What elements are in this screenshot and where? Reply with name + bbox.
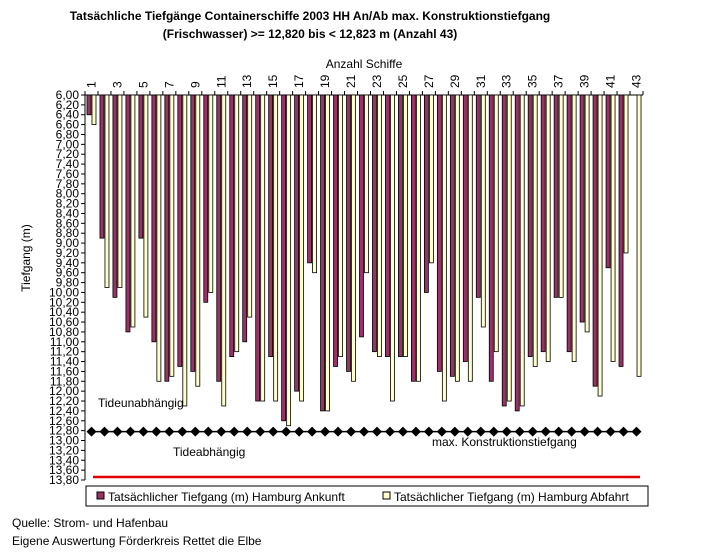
y-tick-label: 6,60 xyxy=(55,117,79,132)
y-tick-label: 12,20 xyxy=(48,394,79,409)
reference-diamond-marker xyxy=(385,427,395,437)
y-tick-label: 8,80 xyxy=(55,226,79,241)
bar-abfahrt xyxy=(624,95,628,253)
bar-abfahrt xyxy=(546,95,550,362)
bar-ankunft xyxy=(87,95,91,115)
y-tick-label: 9,20 xyxy=(55,245,79,260)
bar-abfahrt xyxy=(196,95,200,386)
bar-abfahrt xyxy=(637,95,641,376)
y-tick-label: 9,80 xyxy=(55,275,79,290)
reference-diamond-marker xyxy=(99,427,109,437)
y-tick-label: 13,80 xyxy=(48,473,79,487)
reference-diamond-marker xyxy=(268,427,278,437)
y-tick-label: 8,40 xyxy=(55,206,79,221)
reference-diamond-marker xyxy=(112,427,122,437)
y-tick-label: 8,60 xyxy=(55,216,79,231)
y-axis xyxy=(49,88,85,487)
y-tick-label: 11,00 xyxy=(49,334,79,349)
y-tick-label: 11,60 xyxy=(49,364,79,379)
bar-abfahrt xyxy=(533,95,537,366)
reference-diamond-marker xyxy=(619,427,629,437)
bar-ankunft xyxy=(411,95,415,381)
bar-abfahrt xyxy=(261,95,265,401)
bar-ankunft xyxy=(360,95,364,337)
legend-swatch-ankunft xyxy=(97,492,104,499)
x-tick-label: 15 xyxy=(266,74,281,88)
bar-abfahrt xyxy=(442,95,446,401)
bar-abfahrt xyxy=(520,95,524,406)
y-tick-label: 12,00 xyxy=(48,384,79,399)
bar-ankunft xyxy=(191,95,195,371)
reference-diamond-marker xyxy=(164,427,174,437)
bar-abfahrt xyxy=(585,95,589,332)
bar-ankunft xyxy=(334,95,338,366)
y-tick-label: 10,80 xyxy=(48,324,79,339)
bar-abfahrt xyxy=(481,95,485,327)
reference-diamond-marker xyxy=(281,427,291,437)
x-tick-label: 37 xyxy=(551,74,566,88)
x-tick-label: 11 xyxy=(214,75,229,88)
bar-abfahrt xyxy=(352,95,356,381)
bar-ankunft xyxy=(450,95,454,376)
x-tick-label: 39 xyxy=(577,74,592,88)
x-tick-label: 1 xyxy=(84,81,99,88)
bar-abfahrt xyxy=(183,95,187,406)
bar-ankunft xyxy=(165,95,169,381)
reference-diamond-marker xyxy=(242,427,252,437)
bar-abfahrt xyxy=(248,95,252,317)
bar-abfahrt xyxy=(377,95,381,357)
reference-diamond-marker xyxy=(372,427,382,437)
reference-diamond-marker xyxy=(216,427,226,437)
bar-ankunft xyxy=(152,95,156,342)
bar-ankunft xyxy=(126,95,130,332)
y-tick-label: 9,00 xyxy=(55,236,79,251)
legend-label-ankunft: Tatsächlicher Tiefgang (m) Hamburg Ankunft xyxy=(108,490,345,504)
x-tick-label: 21 xyxy=(344,74,359,88)
bar-ankunft xyxy=(243,95,247,342)
x-tick-label: 29 xyxy=(447,74,462,88)
bar-ankunft xyxy=(463,95,467,362)
reference-diamond-marker xyxy=(229,427,239,437)
bar-ankunft xyxy=(437,95,441,371)
reference-diamond-marker xyxy=(632,427,642,437)
y-tick-label: 7,00 xyxy=(55,137,79,152)
bar-abfahrt xyxy=(235,95,239,352)
bar-ankunft xyxy=(476,95,480,297)
bar-ankunft xyxy=(100,95,104,238)
legend-label-abfahrt: Tatsächlicher Tiefgang (m) Hamburg Abfahrt xyxy=(394,490,629,504)
bar-abfahrt xyxy=(494,95,498,352)
y-tick-label: 7,20 xyxy=(55,147,79,162)
annotation-tideabhaengig: Tideabhängig xyxy=(173,445,246,459)
y-tick-label: 13,20 xyxy=(48,443,79,458)
bar-abfahrt xyxy=(507,95,511,401)
x-tick-label: 7 xyxy=(162,81,177,88)
reference-diamond-marker xyxy=(593,427,603,437)
reference-diamond-marker xyxy=(346,427,356,437)
reference-line-label: max. Konstruktionstiefgang xyxy=(432,435,577,449)
bar-ankunft xyxy=(295,95,299,391)
reference-diamond-marker xyxy=(125,427,135,437)
bar-ankunft xyxy=(528,95,532,357)
bar-ankunft xyxy=(593,95,597,386)
legend xyxy=(86,486,648,506)
bar-abfahrt xyxy=(572,95,576,362)
bar-abfahrt xyxy=(300,95,304,401)
y-axis-title: Tiefgang (m) xyxy=(19,224,33,292)
bar-abfahrt xyxy=(313,95,317,273)
bar-abfahrt xyxy=(170,95,174,376)
bar-ankunft xyxy=(372,95,376,352)
bar-ankunft xyxy=(178,95,182,366)
y-tick-label: 11,20 xyxy=(49,344,79,359)
reference-diamond-marker xyxy=(138,427,148,437)
reference-diamond-marker xyxy=(177,427,187,437)
y-tick-label: 6,80 xyxy=(55,127,79,142)
reference-diamond-marker xyxy=(151,427,161,437)
bar-ankunft xyxy=(282,95,286,421)
y-tick-label: 11,80 xyxy=(49,374,79,389)
bar-abfahrt xyxy=(455,95,459,381)
bar-abfahrt xyxy=(326,95,330,411)
reference-diamond-marker xyxy=(294,427,304,437)
bar-ankunft xyxy=(113,95,117,297)
y-tick-label: 8,00 xyxy=(55,186,79,201)
x-tick-label: 19 xyxy=(318,74,333,88)
reference-diamond-marker xyxy=(255,427,265,437)
source-line-1: Quelle: Strom- und Hafenbau xyxy=(12,516,169,530)
bar-abfahrt xyxy=(468,95,472,381)
x-tick-label: 43 xyxy=(629,74,644,88)
bar-ankunft xyxy=(515,95,519,411)
y-tick-label: 10,60 xyxy=(48,315,79,330)
y-tick-label: 11,40 xyxy=(49,354,79,369)
bar-ankunft xyxy=(567,95,571,352)
x-tick-label: 25 xyxy=(395,74,410,88)
bar-ankunft xyxy=(385,95,389,357)
bar-abfahrt xyxy=(429,95,433,263)
chart-title-line2: (Frischwasser) >= 12,820 bis < 12,823 m (Anzahl 43) xyxy=(162,27,458,41)
bar-abfahrt xyxy=(403,95,407,357)
x-tick-label: 35 xyxy=(525,74,540,88)
bar-abfahrt xyxy=(339,95,343,357)
bar-ankunft xyxy=(606,95,610,268)
bar-abfahrt xyxy=(144,95,148,317)
y-tick-label: 7,80 xyxy=(55,176,79,191)
bar-ankunft xyxy=(398,95,402,357)
x-tick-label: 9 xyxy=(188,81,203,88)
reference-diamond-marker xyxy=(86,427,96,437)
reference-diamond-marker xyxy=(580,427,590,437)
bar-abfahrt xyxy=(598,95,602,396)
x-axis-title: Anzahl Schiffe xyxy=(325,57,403,71)
reference-diamond-marker xyxy=(320,427,330,437)
bar-ankunft xyxy=(541,95,545,352)
y-tick-label: 6,00 xyxy=(55,88,79,102)
bar-abfahrt xyxy=(92,95,96,125)
bar-ankunft xyxy=(347,95,351,371)
bar-abfahrt xyxy=(390,95,394,401)
y-tick-label: 12,40 xyxy=(48,403,79,418)
y-tick-label: 7,40 xyxy=(55,157,79,172)
y-tick-label: 8,20 xyxy=(55,196,79,211)
source-line-2: Eigene Auswertung Förderkreis Rettet die Elbe xyxy=(12,534,262,548)
bar-abfahrt xyxy=(274,95,278,401)
reference-diamond-marker xyxy=(190,427,200,437)
y-tick-label: 9,60 xyxy=(55,265,79,280)
x-tick-label: 17 xyxy=(292,74,307,88)
bar-abfahrt xyxy=(157,95,161,381)
chart-title-line1: Tatsächliche Tiefgänge Containerschiffe 2003 HH An/Ab max. Konstruktionstiefgang xyxy=(69,9,551,23)
bar-abfahrt xyxy=(559,95,563,297)
bar-ankunft xyxy=(256,95,260,401)
y-tick-label: 6,40 xyxy=(55,107,79,122)
bar-ankunft xyxy=(204,95,208,302)
y-tick-label: 12,80 xyxy=(48,423,79,438)
bars xyxy=(87,95,641,426)
reference-diamond-marker xyxy=(359,427,369,437)
bar-abfahrt xyxy=(209,95,213,292)
bar-abfahrt xyxy=(416,95,420,381)
x-tick-label: 13 xyxy=(240,74,255,88)
reference-diamond-marker xyxy=(203,427,213,437)
bar-ankunft xyxy=(554,95,558,297)
reference-diamond-marker xyxy=(333,427,343,437)
bar-abfahrt xyxy=(105,95,109,288)
x-tick-label: 33 xyxy=(499,74,514,88)
bar-ankunft xyxy=(308,95,312,263)
bar-ankunft xyxy=(489,95,493,381)
x-tick-label: 31 xyxy=(473,74,488,88)
y-tick-label: 12,60 xyxy=(48,413,79,428)
x-tick-label: 27 xyxy=(421,74,436,88)
y-tick-label: 10,40 xyxy=(48,305,79,320)
y-tick-label: 13,40 xyxy=(48,453,79,468)
bar-abfahrt xyxy=(131,95,135,327)
bar-ankunft xyxy=(139,95,143,238)
bar-abfahrt xyxy=(287,95,291,426)
reference-diamond-marker xyxy=(411,427,421,437)
bar-ankunft xyxy=(502,95,506,406)
y-tick-label: 10,20 xyxy=(48,295,79,310)
x-tick-label: 5 xyxy=(136,81,151,88)
y-tick-label: 6,20 xyxy=(55,97,79,112)
bar-ankunft xyxy=(619,95,623,366)
bar-abfahrt xyxy=(365,95,369,273)
y-tick-label: 10,00 xyxy=(48,285,79,300)
bar-abfahrt xyxy=(118,95,122,288)
y-tick-label: 13,00 xyxy=(48,433,79,448)
reference-diamond-marker xyxy=(398,427,408,437)
bar-abfahrt xyxy=(222,95,226,406)
y-tick-label: 9,40 xyxy=(55,255,79,270)
x-axis xyxy=(84,74,643,95)
reference-diamond-marker xyxy=(307,427,317,437)
x-tick-label: 3 xyxy=(110,81,125,88)
y-tick-label: 13,60 xyxy=(48,463,79,478)
bar-abfahrt xyxy=(611,95,615,362)
bar-ankunft xyxy=(217,95,221,381)
bar-ankunft xyxy=(269,95,273,357)
legend-swatch-abfahrt xyxy=(383,492,390,499)
bar-ankunft xyxy=(580,95,584,322)
bar-ankunft xyxy=(230,95,234,357)
reference-diamond-marker xyxy=(606,427,616,437)
annotation-tideunabhaengig: Tideunabhängig xyxy=(98,396,184,410)
bar-ankunft xyxy=(321,95,325,411)
y-tick-label: 7,60 xyxy=(55,166,79,181)
bar-ankunft xyxy=(424,95,428,292)
x-tick-label: 41 xyxy=(603,74,618,88)
x-tick-label: 23 xyxy=(369,74,384,88)
